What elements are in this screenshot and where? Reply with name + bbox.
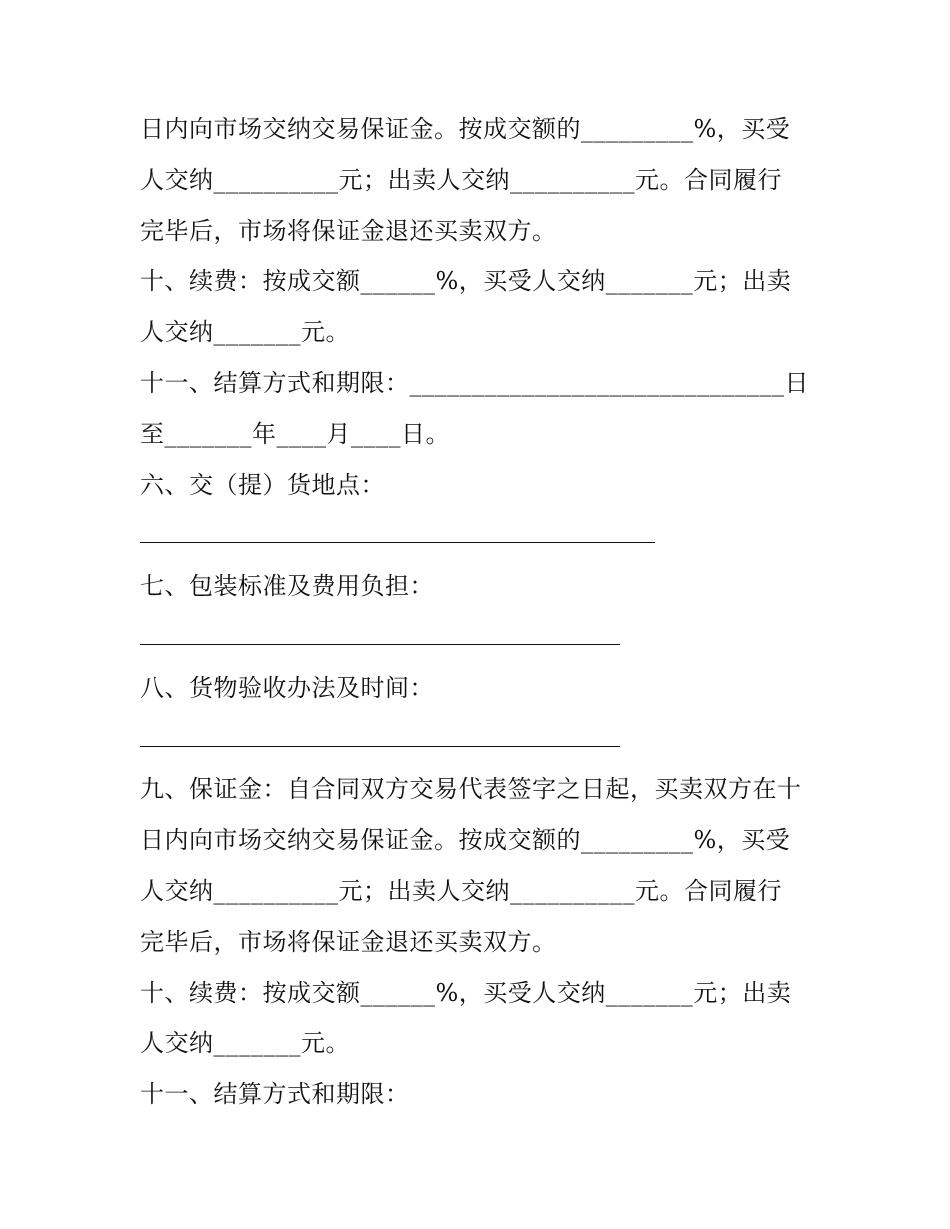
text-line: 十、续费：按成交额______%，买受人交纳_______元；出卖 [140, 267, 792, 296]
text-line: 完毕后，市场将保证金退还买卖双方。 [140, 216, 557, 245]
text-line: 日内向市场交纳交易保证金。按成交额的_________%，买受 [140, 826, 791, 855]
text-line: 至_______年____月____日。 [140, 419, 450, 448]
text-line: 人交纳__________元；出卖人交纳__________元。合同履行 [140, 165, 782, 194]
underline-blank [140, 620, 620, 645]
text-line: 十一、结算方式和期限：______________________________日 [140, 368, 809, 397]
blank-fill-line [140, 510, 830, 561]
text-line: 人交纳_______元。 [140, 1029, 350, 1058]
text-line: 人交纳_______元。 [140, 318, 350, 347]
section-heading-settlement: 十一、结算方式和期限： [140, 1080, 410, 1109]
text-line: 日内向市场交纳交易保证金。按成交额的_________%，买受 [140, 115, 791, 143]
document-body [140, 104, 830, 1120]
section-heading-deposit: 九、保证金：自合同双方交易代表签字之日起，买卖双方在十 [140, 775, 802, 804]
section-heading-inspection: 八、货物验收办法及时间： [140, 673, 434, 702]
section-heading-packaging: 七、包装标准及费用负担： [140, 572, 434, 601]
text-line: 人交纳__________元；出卖人交纳__________元。合同履行 [140, 876, 782, 905]
blank-fill-line [140, 714, 830, 765]
section-heading-fee: 十、续费：按成交额______%，买受人交纳_______元；出卖 [140, 978, 792, 1007]
text-line: 完毕后，市场将保证金退还买卖双方。 [140, 927, 557, 956]
blank-fill-line [140, 612, 830, 663]
section-heading-delivery-location: 六、交（提）货地点： [140, 470, 385, 499]
underline-blank [140, 518, 655, 543]
underline-blank [140, 722, 620, 747]
